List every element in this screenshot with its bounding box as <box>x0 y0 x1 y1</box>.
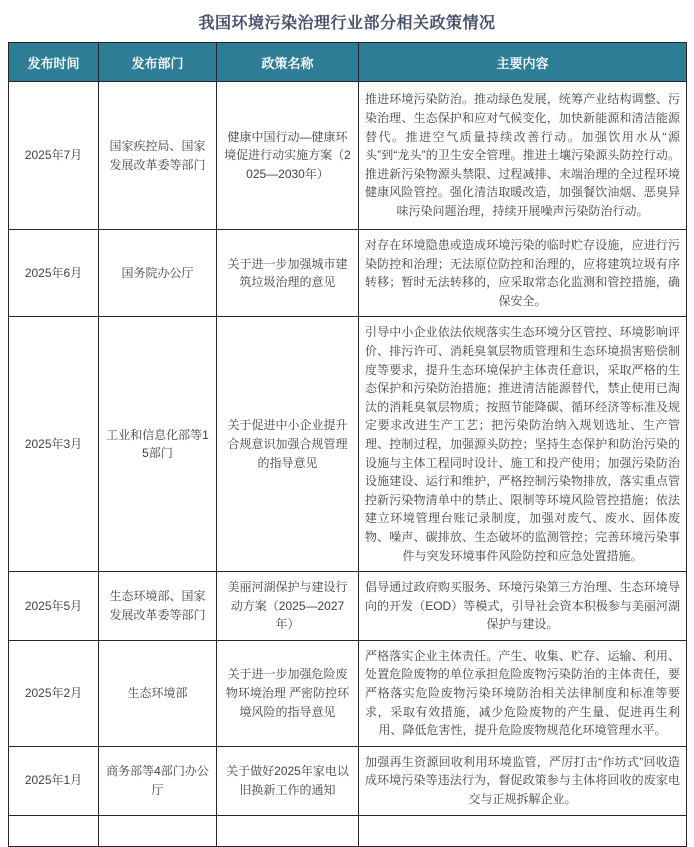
cell-policy <box>217 815 359 847</box>
header-main-content: 主要内容 <box>359 43 687 82</box>
cell-content: 加强再生资源回收利用环境监管，严厉打击“作坊式”回收造成环境污染等违法行为，督促政策参与主体将回收的废家电交与正规拆解企业。 <box>359 746 687 815</box>
cell-content: 引导中小企业依法依规落实生态环境分区管控、环境影响评价、排污许可、消耗臭氧层物质管理和生态环境损害赔偿制度等要求，提升生态环境保护主体责任意识，采取严格的生态保护和污染防治措施；推进清洁能源替代，禁止使用已淘汰的消耗臭氧层物质；按照节能降碳、循环经济等标准及规定要求改进生产工艺；把污染防治纳入规划选址、生产管理、控制过程，加强源头防控；坚持生态保护和防治污染的设施与主体工程同时设计、施工和投产使用；加强污染防治设施建设、运行和维护，严格控制污染物排放，落实重点管控新污染物清单中的禁止、限制等环境风险管控措施；依法建立环境管理台账记录制度，加强对废气、废水、固体废物、噪声、碳排放、生态破坏的监测管控；完善环境污染事件与突发环境事件风险防控和应急处置措施。 <box>359 317 687 572</box>
cell-content: 倡导通过政府购买服务、环境污染第三方治理、生态环境导向的开发（EOD）等模式，引导社会资本积极参与美丽河湖保护与建设。 <box>359 572 687 641</box>
cell-dept: 生态环境部 <box>99 640 217 746</box>
cell-date: 2025年6月 <box>9 230 99 317</box>
cell-policy: 关于促进中小企业提升合规意识加强合规管理的指导意见 <box>217 317 359 572</box>
table-row <box>9 572 687 641</box>
cell-date: 2025年5月 <box>9 572 99 641</box>
page-title: 我国环境污染治理行业部分相关政策情况 <box>198 15 496 32</box>
table-row <box>9 82 687 230</box>
cell-dept: 工业和信息化部等15部门 <box>99 317 217 572</box>
cell-policy: 关于进一步加强危险废物环境治理 严密防控环境风险的指导意见 <box>217 640 359 746</box>
table-row-partial <box>9 815 687 847</box>
table-header-row <box>9 43 687 82</box>
cell-dept: 生态环境部、国家发展改革委等部门 <box>99 572 217 641</box>
table-row <box>9 640 687 746</box>
cell-date: 2025年2月 <box>9 640 99 746</box>
cell-content <box>359 815 687 847</box>
cell-date: 2025年1月 <box>9 746 99 815</box>
cell-date: 2025年7月 <box>9 82 99 230</box>
header-policy-name: 政策名称 <box>217 43 359 82</box>
table-row <box>9 746 687 815</box>
cell-content: 严格落实企业主体责任。产生、收集、贮存、运输、利用、处置危险废物的单位承担危险废物污染防治的主体责任，要严格落实危险废物污染环境防治相关法律制度和标准等要求，采取有效措施，减少危险废物的产生量、促进再生利用、降低危害性，提升危险废物规范化环境管理水平。 <box>359 640 687 746</box>
cell-policy: 关于做好2025年家电以旧换新工作的通知 <box>217 746 359 815</box>
cell-dept: 国家疾控局、国家发展改革委等部门 <box>99 82 217 230</box>
cell-dept: 国务院办公厅 <box>99 230 217 317</box>
table-row <box>9 230 687 317</box>
header-publish-dept: 发布部门 <box>99 43 217 82</box>
cell-content: 对存在环境隐患或造成环境污染的临时贮存设施，应进行污染防控和治理；无法原位防控和治理的，应将建筑垃圾有序转移；暂时无法转移的，应采取常态化监测和管控措施，确保安全。 <box>359 230 687 317</box>
policy-table <box>8 42 687 847</box>
cell-policy: 关于进一步加强城市建筑垃圾治理的意见 <box>217 230 359 317</box>
cell-dept <box>99 815 217 847</box>
header-publish-date: 发布时间 <box>9 43 99 82</box>
table-row <box>9 317 687 572</box>
cell-content: 推进环境污染防治。推动绿色发展，统筹产业结构调整、污染治理、生态保护和应对气候变化，加快新能源和清洁能源替代。推进空气质量持续改善行动。加强饮用水从“源头”到“龙头”的卫生安全管理。推进土壤污染源头防控行动。推进新污染物源头禁限、过程减排、末端治理的全过程环境健康风险管控。强化清洁取暖改造，加强餐饮油烟、恶臭异味污染问题治理，持续开展噪声污染防治行动。 <box>359 82 687 230</box>
cell-date <box>9 815 99 847</box>
cell-date: 2025年3月 <box>9 317 99 572</box>
cell-policy: 美丽河湖保护与建设行动方案（2025—2027年） <box>217 572 359 641</box>
cell-policy: 健康中国行动—健康环境促进行动实施方案（2025—2030年） <box>217 82 359 230</box>
cell-dept: 商务部等4部门办公厅 <box>99 746 217 815</box>
